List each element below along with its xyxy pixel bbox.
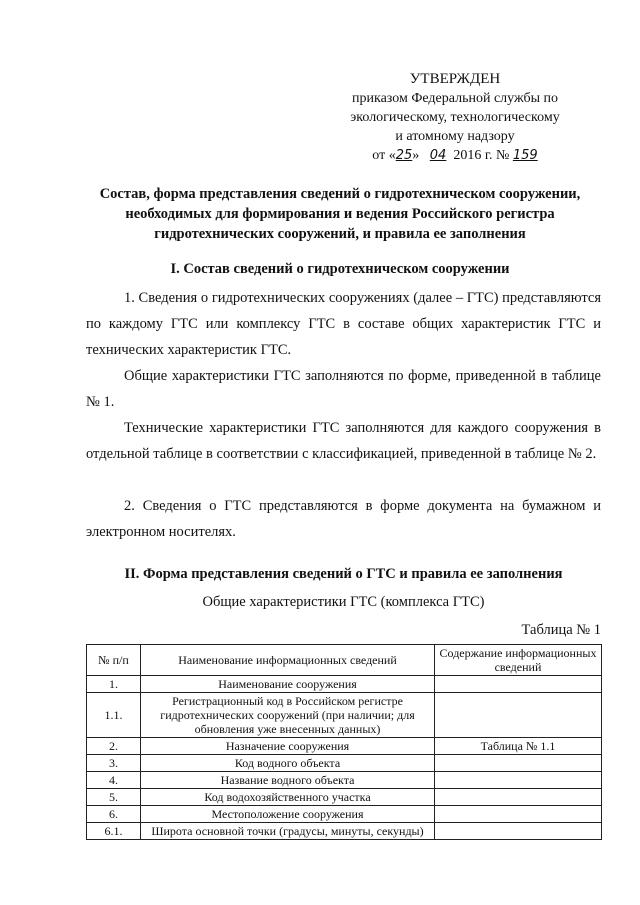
handwritten-month: 04 bbox=[429, 148, 447, 163]
table-cell-content bbox=[435, 823, 602, 840]
table-row bbox=[87, 693, 602, 738]
table-cell-name: Название водного объекта bbox=[141, 772, 435, 789]
table-cell-name: Код водного объекта bbox=[141, 755, 435, 772]
table-cell-name: Назначение сооружения bbox=[141, 738, 435, 755]
table-cell-num: 1.1. bbox=[87, 693, 141, 738]
table-cell-num: 6. bbox=[87, 806, 141, 823]
table-cell-content bbox=[435, 693, 602, 738]
header-cell: Наименование информационных сведений bbox=[141, 645, 435, 676]
table-cell-content: Таблица № 1.1 bbox=[435, 738, 602, 755]
table-header-row bbox=[87, 645, 602, 676]
table-cell-num: 3. bbox=[87, 755, 141, 772]
table-row bbox=[87, 676, 602, 693]
title-line: необходимых для формирования и ведения Российского регистра bbox=[125, 206, 555, 222]
date-mid: » bbox=[412, 148, 423, 163]
approval-stamp bbox=[330, 70, 580, 165]
table-row bbox=[87, 738, 602, 755]
table-cell-content bbox=[435, 772, 602, 789]
table-cell-num: 1. bbox=[87, 676, 141, 693]
table-cell-num: 4. bbox=[87, 772, 141, 789]
approval-heading: УТВЕРЖДЕН bbox=[409, 71, 501, 87]
table-cell-num: 5. bbox=[87, 789, 141, 806]
approval-date-line bbox=[330, 146, 580, 165]
table-cell-name: Наименование сооружения bbox=[141, 676, 435, 693]
header-cell: Содержание информационных сведений bbox=[435, 645, 602, 676]
table-number: Таблица № 1 bbox=[521, 622, 601, 638]
table-cell-content bbox=[435, 789, 602, 806]
paragraph-3: Технические характеристики ГТС заполняются для каждого сооружения в отдельной таблице в соответствии с классификацией, приведенной в таблице № 2. bbox=[86, 420, 601, 462]
table-cell-name: Код водохозяйственного участка bbox=[141, 789, 435, 806]
table-cell-num: 6.1. bbox=[87, 823, 141, 840]
header-cell: № п/п bbox=[87, 645, 141, 676]
table-cell-name: Местоположение сооружения bbox=[141, 806, 435, 823]
table-row bbox=[87, 789, 602, 806]
approval-line: приказом Федеральной службы по bbox=[352, 91, 558, 106]
table-cell-name: Регистрационный код в Российском регистре гидротехнических сооружений (при наличии; для обновления уже внесенных данных) bbox=[141, 693, 435, 738]
paragraph-2: Общие характеристики ГТС заполняются по форме, приведенной в таблице № 1. bbox=[86, 368, 601, 410]
table-row bbox=[87, 772, 602, 789]
section-2-heading: II. Форма представления сведений о ГТС и правила ее заполнения bbox=[124, 566, 563, 582]
date-year: 2016 г. № bbox=[449, 148, 513, 163]
handwritten-day: 25 bbox=[395, 148, 413, 163]
paragraph-1: 1. Сведения о гидротехнических сооружениях (далее – ГТС) представляются по каждому ГТС или комплексу ГТС в составе общих характеристик ГТС и технических характеристик ГТС. bbox=[86, 290, 601, 358]
table-subtitle: Общие характеристики ГТС (комплекса ГТС) bbox=[202, 594, 485, 610]
table-cell-num: 2. bbox=[87, 738, 141, 755]
section-1-heading: I. Состав сведений о гидротехническом сооружении bbox=[170, 261, 510, 277]
table-cell-content bbox=[435, 806, 602, 823]
document-title bbox=[80, 184, 600, 244]
title-line: Состав, форма представления сведений о гидротехническом сооружении, bbox=[99, 186, 581, 202]
table-row bbox=[87, 806, 602, 823]
handwritten-number: 159 bbox=[512, 148, 538, 163]
title-line: гидротехнических сооружений, и правила ее заполнения bbox=[154, 226, 526, 242]
date-prefix: от « bbox=[372, 148, 396, 163]
table-row bbox=[87, 755, 602, 772]
table-cell-name: Широта основной точки (градусы, минуты, секунды) bbox=[141, 823, 435, 840]
general-characteristics-table bbox=[86, 644, 602, 840]
table-cell-content bbox=[435, 755, 602, 772]
paragraph-4: 2. Сведения о ГТС представляются в форме документа на бумажном и электронном носителях. bbox=[86, 498, 601, 540]
approval-line: и атомному надзору bbox=[395, 129, 515, 144]
table-row bbox=[87, 823, 602, 840]
table-cell-content bbox=[435, 676, 602, 693]
approval-line: экологическому, технологическому bbox=[350, 110, 560, 125]
